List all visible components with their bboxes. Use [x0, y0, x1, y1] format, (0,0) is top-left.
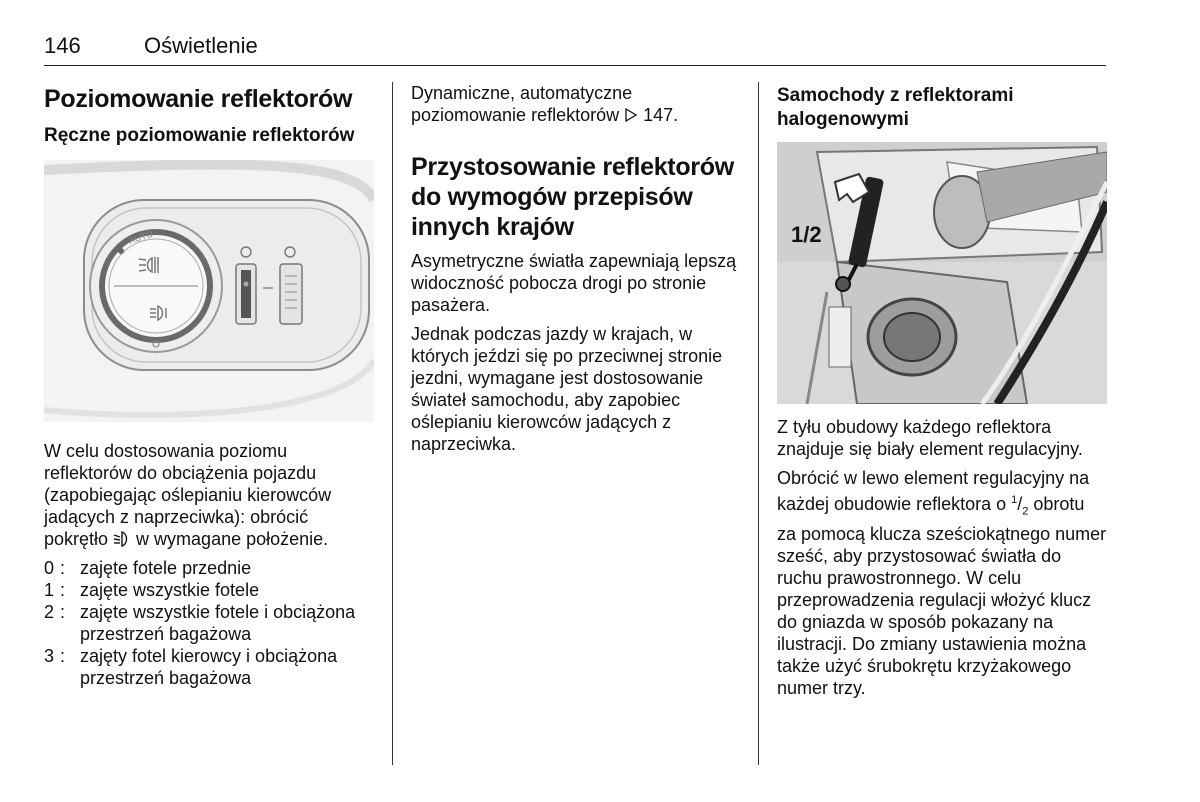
subheading-manual-leveling: Ręczne poziomowanie reflektorów	[44, 125, 355, 146]
dynamic-leveling-reference: Dynamiczne, automatyczne poziomowanie reflektorów 147.	[411, 83, 679, 125]
rotation-label: 1/2	[791, 222, 822, 247]
column-divider-right	[758, 82, 759, 765]
page-header	[44, 33, 1106, 66]
column-left	[44, 84, 374, 689]
cross-reference-link[interactable]: 147.	[643, 105, 679, 125]
paragraph-adjustment-instructions: Obrócić w lewo element regulacyjny na każdej obudowie reflektora o $^1/_2$ obrotu za pomocą klucza sześciokątnego numer sześć, aby przystosować światła do ruchu prawostronnego. W celu przeprowadzenia regulacji włożyć klucz do gniazda w sposób pokazany na ilustracji. Do zmiany ustawienia można także użyć śrubokrętu krzyżakowego numer trzy.	[777, 468, 1107, 698]
headlight-leveling-icon	[113, 531, 131, 547]
list-item: 1 : zajęte wszystkie fotele	[44, 580, 260, 600]
leveling-positions-list	[44, 557, 374, 689]
paragraph-adjuster-location: Z tyłu obudowy każdego reflektora znajduje się biały element regulacyjny.	[777, 417, 1083, 459]
heading-headlight-adjustment: Przystosowanie reflektorów do wymogów przepisów innych krajów	[411, 153, 734, 241]
auto-label: AUTO	[127, 228, 155, 246]
paragraph-asymmetric: Asymetryczne światła zapewniają lepszą widoczność pobocza drogi po stronie pasażera.	[411, 251, 737, 315]
column-divider-left	[392, 82, 393, 765]
column-middle	[411, 82, 746, 462]
cross-reference-arrow-icon	[624, 108, 638, 122]
headlamp-adjuster-illustration	[777, 142, 1107, 404]
intro-paragraph: W celu dostosowania poziomu reflektorów do obciążenia pojazdu (zapobiegając oślepianiu kierowców jadących z naprzeciwka): obrócić pokrętło w wymagane położenie.	[44, 441, 332, 549]
paragraph-foreign-driving: Jednak podczas jazdy w krajach, w których jeździ się po przeciwnej stronie jezdni, wymagane jest dostosowanie świateł samochodu, aby zapobiec oślepianiu kierowców jadących z naprzeciwka.	[411, 324, 723, 454]
page-number: 146	[44, 33, 81, 58]
subheading-halogen: Samochody z reflektorami halogenowymi	[777, 85, 1014, 130]
column-right	[777, 84, 1107, 706]
section-title: Oświetlenie	[144, 33, 258, 58]
heading-headlight-leveling: Poziomowanie reflektorów	[44, 85, 353, 113]
list-item: 3 : zajęty fotel kierowcy i obciążona przestrzeń bagażowa	[44, 646, 338, 688]
light-switch-drawing	[44, 160, 374, 422]
headlamp-adjuster-drawing	[777, 142, 1107, 404]
light-switch-illustration	[44, 160, 374, 422]
list-item: 0 : zajęte fotele przednie	[44, 558, 252, 578]
list-item: 2 : zajęte wszystkie fotele i obciążona przestrzeń bagażowa	[44, 602, 356, 644]
